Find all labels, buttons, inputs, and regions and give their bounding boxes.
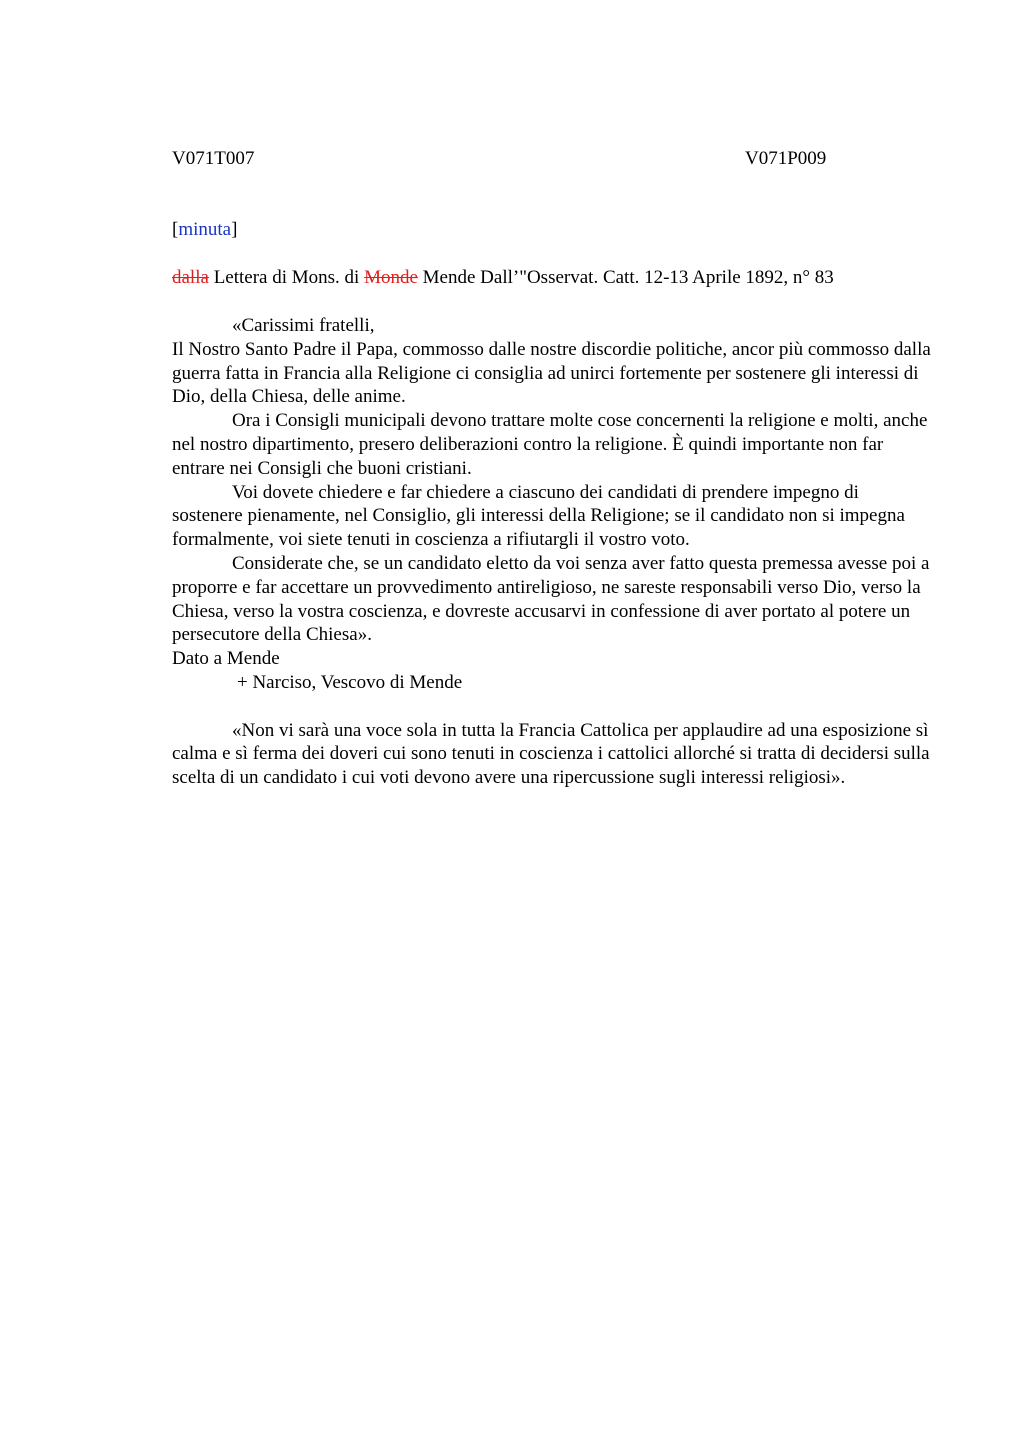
- deleted-word-monde: Monde: [364, 267, 418, 288]
- document-code-right: V071P009: [745, 148, 827, 169]
- minuta-close-bracket: ]: [231, 219, 238, 240]
- commentary-paragraph: «Non vi sarà una voce sola in tutta la Francia Cattolica per applaudire ad una esposizione sì calma e sì ferma dei doveri cui sono tenuti in coscienza i cattolici allorché si tratta di decidersi sulla scelta di un candidato i cui voti devono avere una ripercussione sugli interessi religiosi».: [172, 719, 930, 789]
- document-code-left: V071T007: [172, 148, 255, 169]
- source-text-2: Mende Dall’"Osservat. Catt. 12-13 Aprile 1892, n° 83: [417, 267, 834, 288]
- letter-greeting: «Carissimi fratelli,: [232, 315, 375, 336]
- letter-paragraph-1: Il Nostro Santo Padre il Papa, commosso dalle nostre discordie politiche, ancor più commosso dalla guerra fatta in Francia alla Religione ci consiglia ad unirci fortemente per sostenere gli interessi di Dio, della Chiesa, delle anime.: [172, 338, 931, 408]
- letter-body: [172, 314, 932, 790]
- deleted-word-dalla: dalla: [172, 267, 209, 288]
- letter-paragraph-4: Considerate che, se un candidato eletto da voi senza aver fatto questa premessa avesse poi a proporre e far accettare un provvedimento antireligioso, ne sareste responsabili verso Dio, verso la Chiesa, verso la vostra coscienza, e dovreste accusarvi in confessione di aver portato al potere un persecutore della Chiesa».: [172, 552, 930, 646]
- minuta-open-bracket: [: [172, 219, 179, 240]
- paragraph-spacer: [172, 695, 932, 719]
- letter-place: Dato a Mende: [172, 648, 280, 670]
- source-reference: [172, 266, 834, 290]
- letter-paragraph-3: Voi dovete chiedere e far chiedere a ciascuno dei candidati di prendere impegno di sostenere pienamente, nel Consiglio, gli interessi della Religione; se il candidato non si impegna formalmente, voi siete tenuti in coscienza a rifiutargli il vostro voto.: [172, 481, 905, 551]
- letter-signature: + Narciso, Vescovo di Mende: [237, 671, 463, 693]
- minuta-label: minuta: [178, 219, 232, 240]
- minuta-annotation: [172, 218, 237, 242]
- letter-paragraph-2: Ora i Consigli municipali devono trattare molte cose concernenti la religione e molti, anche nel nostro dipartimento, presero deliberazioni contro la religione. È quindi importante non far entrare nei Consigli che buoni cristiani.: [172, 410, 928, 479]
- source-text-1: Lettera di Mons. di: [208, 267, 365, 288]
